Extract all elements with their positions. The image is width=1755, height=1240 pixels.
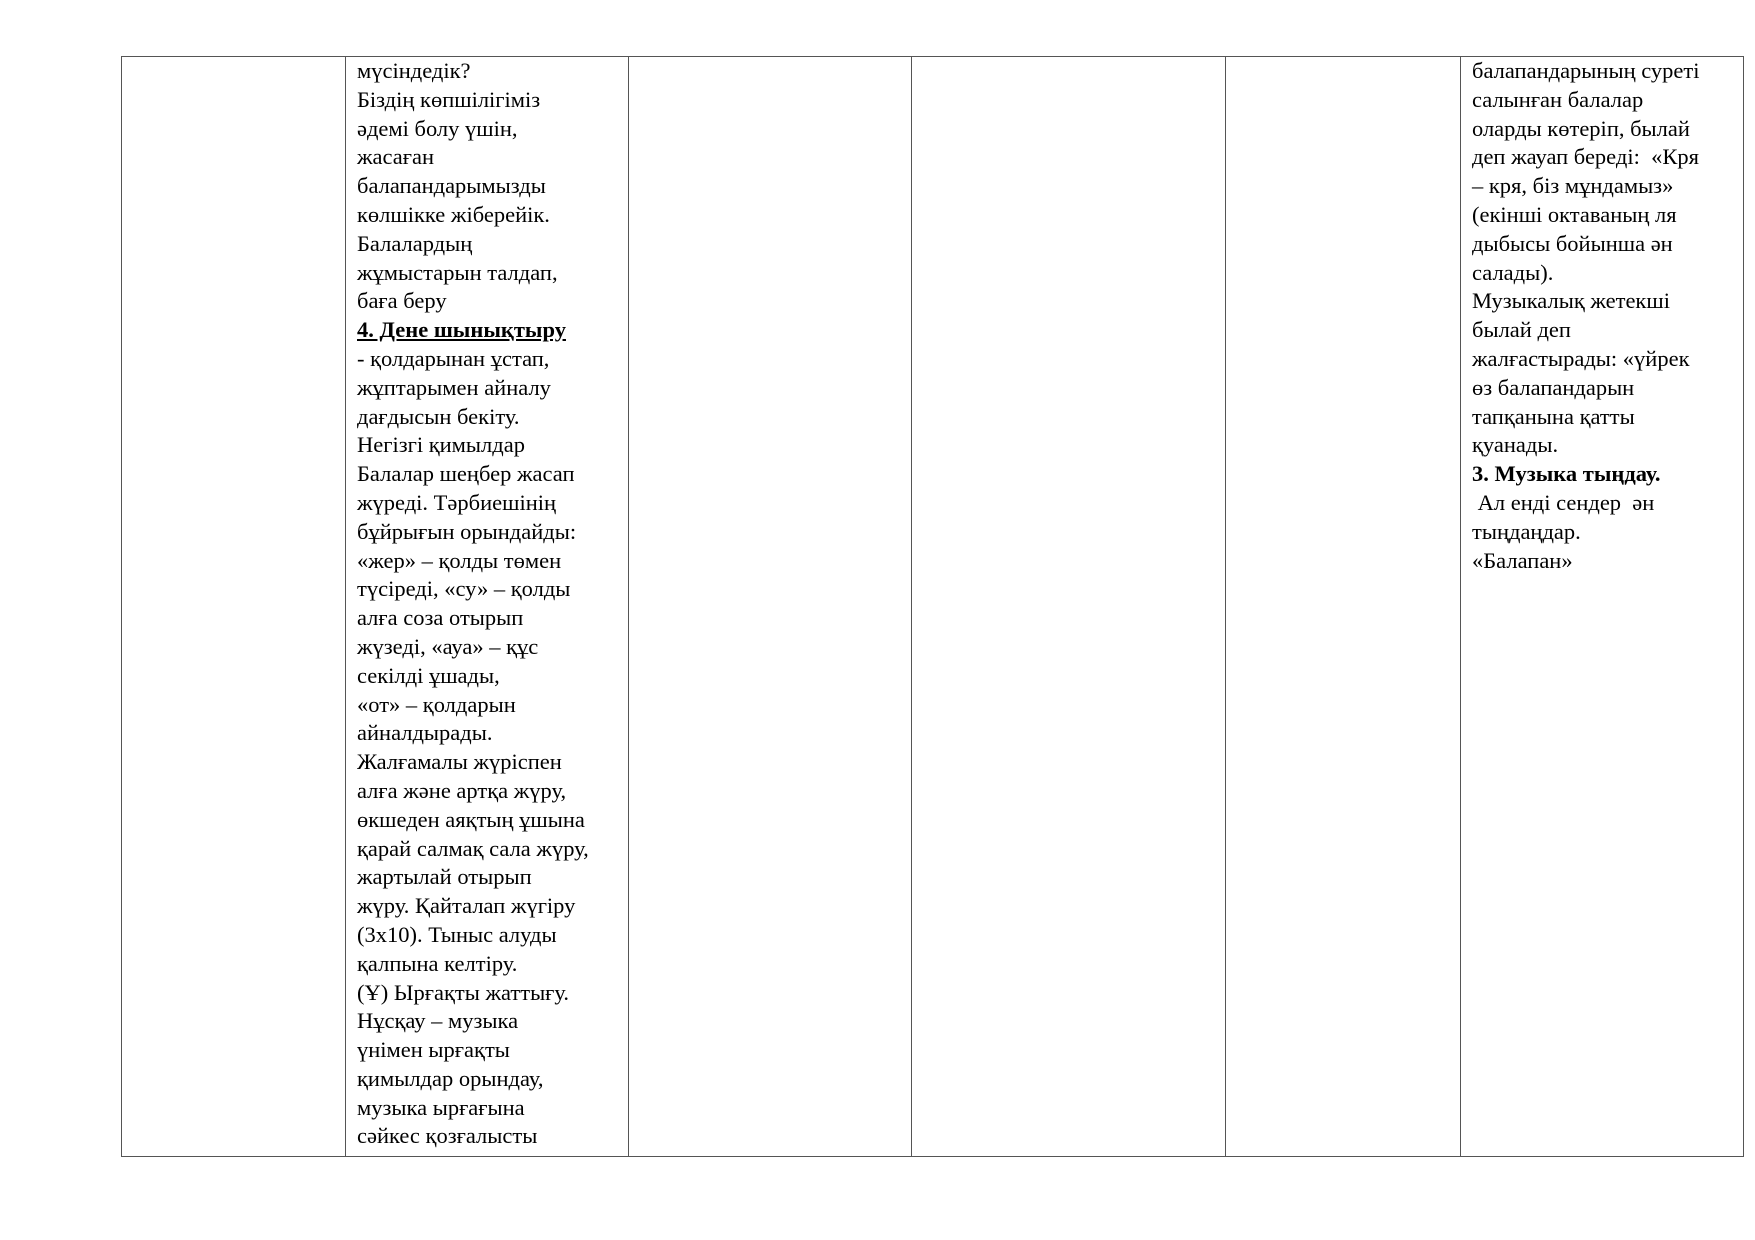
text-line: жүзеді, «ауа» – құс: [357, 633, 539, 659]
text-line: (3х10). Тыныс алуды: [357, 921, 557, 947]
text-line: салады).: [1472, 259, 1554, 285]
text-line: – кря, біз мұндамыз»: [1472, 173, 1674, 199]
text-line: Біздің көпшілігіміз: [357, 86, 541, 112]
text-line: қалпына келтіру.: [357, 950, 518, 976]
text-line: алға және артқа жүру,: [357, 777, 567, 803]
text-line: (екінші октаваның ля: [1472, 201, 1677, 227]
text-line: тапқанына қатты: [1472, 403, 1635, 429]
text-line: музыка ырғағына: [357, 1094, 525, 1120]
text-line: «жер» – қолды төмен: [357, 547, 562, 573]
text-line: Негізгі қимылдар: [357, 432, 525, 458]
text-line: Жалғамалы жүріспен: [357, 749, 562, 775]
cell-text-col6: [1461, 57, 1743, 575]
text-line: жартылай отырып: [357, 864, 532, 890]
table-cell-col1: [122, 57, 346, 1157]
text-line: «от» – қолдарын: [357, 691, 516, 717]
text-line: жасаған: [357, 144, 435, 170]
text-line: қарай салмақ сала жүру,: [357, 835, 589, 861]
text-line: балапандарының суреті: [1472, 58, 1700, 83]
text-line: оларды көтеріп, былай: [1472, 115, 1690, 141]
text-line: секілді ұшады,: [357, 662, 500, 688]
table-cell-col2: [346, 57, 629, 1157]
text-line: жұмыстарын талдап,: [357, 259, 558, 285]
text-line: жұптарымен айналу: [357, 374, 551, 400]
text-line: көлшікке жіберейік.: [357, 201, 550, 227]
table-cell-col4: [912, 57, 1226, 1157]
text-line: қуанады.: [1472, 432, 1559, 458]
text-line: 3. Музыка тыңдау.: [1472, 461, 1661, 487]
text-line: өкшеден аяқтың ұшына: [357, 806, 585, 832]
text-line: мүсіндедік?: [357, 58, 471, 83]
text-line: жалғастырады: «үйрек: [1472, 345, 1690, 371]
text-line: дыбысы бойынша ән: [1472, 230, 1673, 256]
text-line: дағдысын бекіту.: [357, 403, 520, 429]
text-line: Балалардың: [357, 230, 473, 256]
cell-text-col2: [346, 57, 628, 1151]
table-row: [122, 57, 1744, 1157]
text-line: әдемі болу үшін,: [357, 115, 518, 141]
text-line: балапандарымызды: [357, 173, 546, 199]
text-line: Нұсқау – музыка: [357, 1008, 519, 1034]
text-line: жүру. Қайталап жүгіру: [357, 893, 576, 919]
text-line: алға соза отырып: [357, 605, 524, 631]
text-line: Ал енді сендер ән: [1472, 489, 1655, 515]
text-line: Музыкалық жетекші: [1472, 288, 1670, 314]
text-line: салынған балалар: [1472, 86, 1644, 112]
text-line: бұйрығын орындайды:: [357, 518, 577, 544]
text-line: баға беру: [357, 288, 447, 314]
text-line: (Ұ) Ырғақты жаттығу.: [357, 979, 570, 1005]
text-line: жүреді. Тәрбиешінің: [357, 489, 557, 515]
text-line: тыңдаңдар.: [1472, 518, 1581, 544]
text-line: «Балапан»: [1472, 547, 1573, 573]
table-cell-col3: [629, 57, 912, 1157]
text-line: былай деп: [1472, 317, 1571, 343]
text-line: сәйкес қозғалысты: [357, 1123, 538, 1149]
text-line: айналдырады.: [357, 720, 493, 746]
table-cell-col6: [1461, 57, 1744, 1157]
text-line: түсіреді, «су» – қолды: [357, 576, 571, 602]
lesson-plan-table: [121, 56, 1744, 1157]
table-cell-col5: [1226, 57, 1461, 1157]
text-line: деп жауап береді: «Кря: [1472, 144, 1699, 170]
text-line: үнімен ырғақты: [357, 1037, 510, 1063]
text-line: өз балапандарын: [1472, 374, 1635, 400]
text-line: 4. Дене шынықтыру: [357, 317, 566, 343]
text-line: Балалар шеңбер жасап: [357, 461, 575, 487]
text-line: - қолдарынан ұстап,: [357, 345, 550, 371]
text-line: қимылдар орындау,: [357, 1065, 544, 1091]
